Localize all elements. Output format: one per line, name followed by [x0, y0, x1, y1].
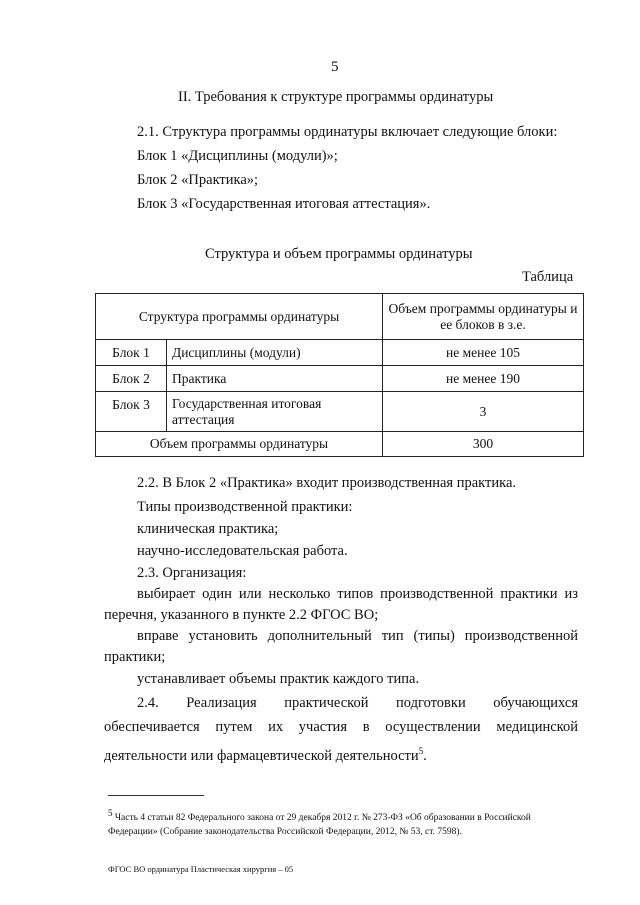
footnote-mark: 5	[108, 808, 113, 818]
practice-type-item: клиническая практика;	[137, 521, 279, 537]
row-name: Государственная итоговая аттестация	[167, 392, 383, 432]
table-row	[96, 340, 584, 366]
paragraph-2-2: 2.2. В Блок 2 «Практика» входит производственная практика.	[137, 475, 517, 491]
org-item-1: выбирает один или несколько типов производственной практики из перечня, указанного в пункте 2.2 ФГОС ВО;	[104, 586, 578, 623]
row-volume: 3	[383, 392, 584, 432]
paragraph-2-1: 2.1. Структура программы ординатуры включает следующие блоки:	[137, 124, 558, 140]
paragraph-2-4-text: 2.4. Реализация практической подготовки обучающихся обеспечивается путем их участия в осуществлении медицинской деятельности или фармацевтической деятельности	[104, 695, 578, 764]
header-volume: Объем программы ординатуры и ее блоков в з.е.	[383, 294, 584, 340]
row-block: Блок 1	[96, 340, 167, 366]
row-block: Блок 2	[96, 366, 167, 392]
footnote-divider	[108, 795, 204, 796]
block-list-item: Блок 2 «Практика»;	[137, 172, 259, 188]
table-row	[96, 392, 584, 432]
table-label: Таблица	[522, 269, 574, 285]
org-item-2: вправе установить дополнительный тип (типы) производственной практики;	[104, 628, 578, 665]
paragraph-2-3: 2.3. Организация:	[137, 565, 247, 581]
document-footer: ФГОС ВО ординатура Пластическая хирургия – 05	[108, 864, 294, 874]
paragraph-2-4: 2.4. Реализация практической подготовки обучающихся обеспечивается путем их участия в осуществлении медицинской деятельности или фармацевтической деятельности$^5$.	[104, 695, 578, 764]
row-name: Дисциплины (модули)	[167, 340, 383, 366]
header-structure: Структура программы ординатуры	[96, 294, 383, 340]
org-item-3: устанавливает объемы практик каждого типа.	[137, 671, 420, 687]
total-label: Объем программы ординатуры	[96, 432, 383, 457]
practice-type-item: научно-исследовательская работа.	[137, 543, 348, 559]
row-name: Практика	[167, 366, 383, 392]
table-row	[96, 366, 584, 392]
footnote-ref: 5	[418, 746, 424, 756]
block-list-item: Блок 3 «Государственная итоговая аттестация».	[137, 196, 431, 212]
footnote-text: Часть 4 статьи 82 Федерального закона от 29 декабря 2012 г. № 273-ФЗ «Об образовании в Российской Федерации» (Собрание законодательства Российской Федерации, 2012, № 53, ст. 7598).	[108, 813, 531, 838]
practice-types-title: Типы производственной практики:	[137, 499, 353, 515]
table-caption: Структура и объем программы ординатуры	[205, 246, 473, 262]
row-block: Блок 3	[96, 392, 167, 432]
row-volume: не менее 190	[383, 366, 584, 392]
block-list-item: Блок 1 «Дисциплины (модули)»;	[137, 148, 338, 164]
footnote	[108, 806, 578, 839]
table-row-total	[96, 432, 584, 457]
total-value: 300	[383, 432, 584, 457]
row-volume: не менее 105	[383, 340, 584, 366]
page-number: 5	[331, 59, 339, 75]
section-title: II. Требования к структуре программы ординатуры	[178, 89, 494, 105]
structure-table	[95, 293, 584, 457]
